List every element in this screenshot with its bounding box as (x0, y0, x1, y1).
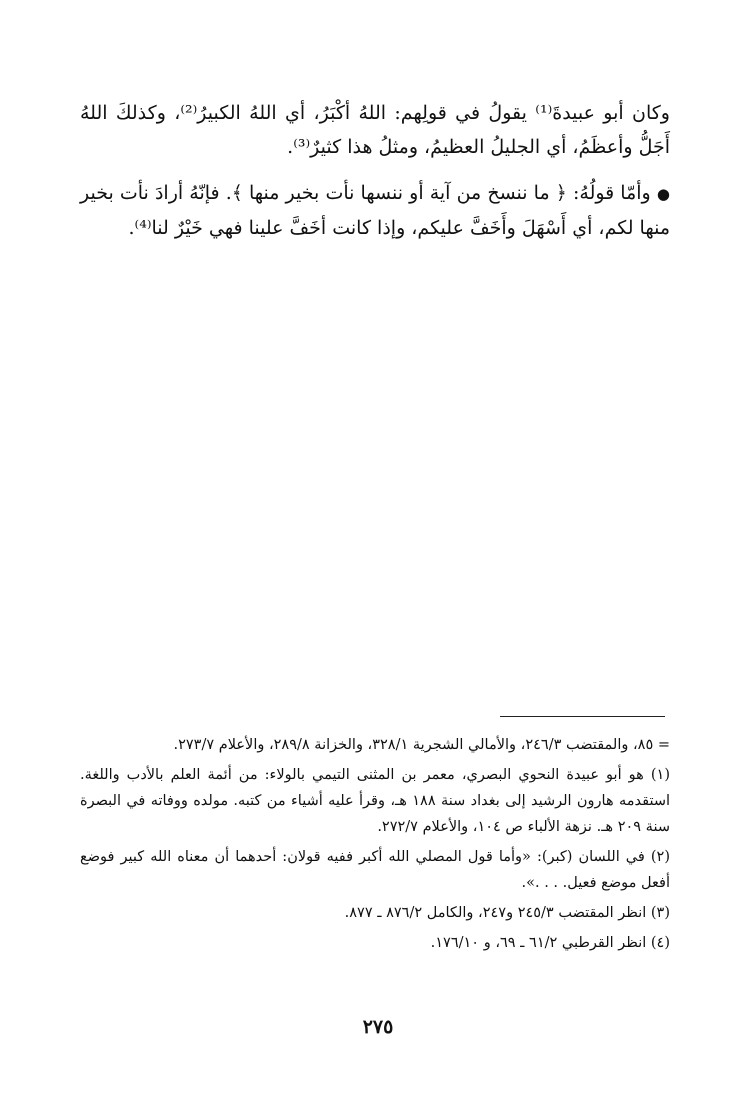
bullet-icon: ● (656, 185, 671, 203)
footnotes (80, 732, 670, 960)
footnote-1: (١) هو أبو عبيدة النحوي البصري، معمر بن المثنى التيمي بالولاء: من أئمة العلم بالأدب واللغة. استقدمه هارون الرشيد إلى بغداد سنة ١٨٨ هـ، وقرأ عليه أشياء من كتبه. مولده ووفاته في البصرة سنة ٢٠٩ هـ. نزهة الألباء ص ١٠٤، والأعلام ٢٧٢/٧. (80, 767, 670, 835)
footnote-4: (٤) انظر القرطبي ٦١/٢ ـ ٦٩، و ١٧٦/١٠. (430, 935, 670, 951)
page-number: ٢٧٥ (362, 1016, 394, 1038)
paragraph-abu-ubayda: وكان أبو عبيدةَ⁽¹⁾ يقولُ في قولِهم: اللهُ أكْبَرُ، أي اللهُ الكبيرُ⁽²⁾، وكذلكَ اللهُ أَجَلُّ وأعظَمُ، أي الجليلُ العظيمُ، ومثلُ هذا كثيرٌ⁽³⁾. (80, 102, 670, 158)
footnote-separator (500, 716, 665, 717)
footnote-continuation: = ٨٥، والمقتضب ٢٤٦/٣، والأمالي الشجرية ٣٢٨/١، والخزانة ٢٨٩/٨، والأعلام ٢٧٣/٧. (173, 737, 670, 753)
footnote-3: (٣) انظر المقتضب ٢٤٥/٣ و٢٤٧، والكامل ٨٧٦/٢ ـ ٨٧٧. (344, 905, 670, 921)
paragraph-verse-text: وأمّا قولُهُ: ﴿ ما ننسخ من آية أو ننسها نأت بخير منها ﴾. فإنّهُ أرادَ نأت بخير منها لكم، أي أَسْهَلَ وأَخَفَّ عليكم، وإذا كانت أخَفَّ علينا فهي خَيْرٌ لنا⁽⁴⁾. (80, 182, 670, 239)
footnote-2: (٢) في اللسان (كبر): «وأما قول المصلي الله أكبر ففيه قولان: أحدهما أن معناه الله كبير فوضع أفعل موضع فعيل. . . .». (80, 849, 670, 891)
paragraph-verse-commentary (80, 176, 670, 245)
main-text (80, 96, 670, 257)
